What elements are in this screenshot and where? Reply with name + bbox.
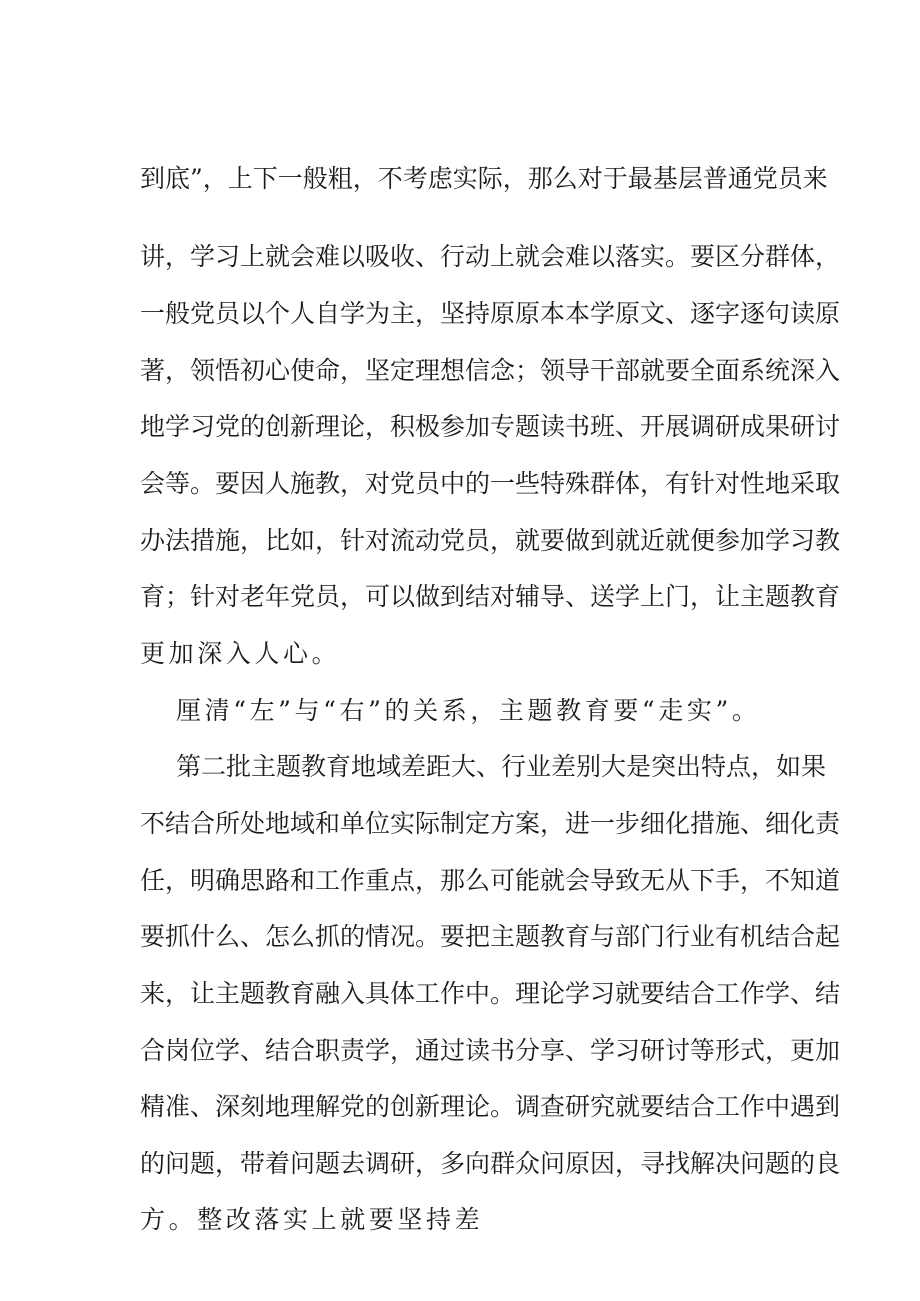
paragraph-1-line-4: 著，领悟初心使命，坚定理想信念；领导干部就要全面系统深入 <box>140 356 841 385</box>
paragraph-1-line-8: 育；针对老年党员，可以做到结对辅导、送学上门，让主题教育 <box>140 582 841 611</box>
paragraph-2-line-9: 方。整改落实上就要坚持差 <box>140 1205 484 1234</box>
paragraph-2-line-3: 任，明确思路和工作重点，那么可能就会导致无从下手，不知道 <box>140 866 841 895</box>
paragraph-1-line-7: 办法措施，比如，针对流动党员，就要做到就近就便参加学习教 <box>140 526 841 555</box>
paragraph-2-line-5: 来，让主题教育融入具体工作中。理论学习就要结合工作学、结 <box>140 979 841 1008</box>
paragraph-2-line-7: 精准、深刻地理解党的创新理论。调查研究就要结合工作中遇到 <box>140 1092 841 1121</box>
paragraph-2-line-6: 合岗位学、结合职责学，通过读书分享、学习研讨等形式，更加 <box>140 1036 841 1065</box>
paragraph-1-line-9: 更加深入人心。 <box>140 639 341 668</box>
paragraph-2-line-1: 第二批主题教育地域差距大、行业差别大是突出特点，如果 <box>176 752 827 781</box>
paragraph-2-line-2: 不结合所处地域和单位实际制定方案，进一步细化措施、细化责 <box>140 809 841 838</box>
paragraph-1-line-5: 地学习党的创新理论，积极参加专题读书班、开展调研成果研讨 <box>140 412 841 441</box>
section-heading: 厘清“左”与“右”的关系，主题教育要“走实”。 <box>176 696 761 725</box>
paragraph-2-line-4: 要抓什么、怎么抓的情况。要把主题教育与部门行业有机结合起 <box>140 922 841 951</box>
paragraph-1-line-1: 到底”，上下一般粗，不考虑实际，那么对于最基层普通党员来 <box>140 164 828 193</box>
paragraph-2-line-8: 的问题，带着问题去调研，多向群众问原因，寻找解决问题的良 <box>140 1149 841 1178</box>
paragraph-1-line-6: 会等。要因人施教，对党员中的一些特殊群体，有针对性地采取 <box>140 469 841 498</box>
paragraph-1-line-2: 讲，学习上就会难以吸收、行动上就会难以落实。要区分群体， <box>140 242 841 271</box>
paragraph-1-line-3: 一般党员以个人自学为主，坚持原原本本学原文、逐字逐句读原 <box>140 299 841 328</box>
